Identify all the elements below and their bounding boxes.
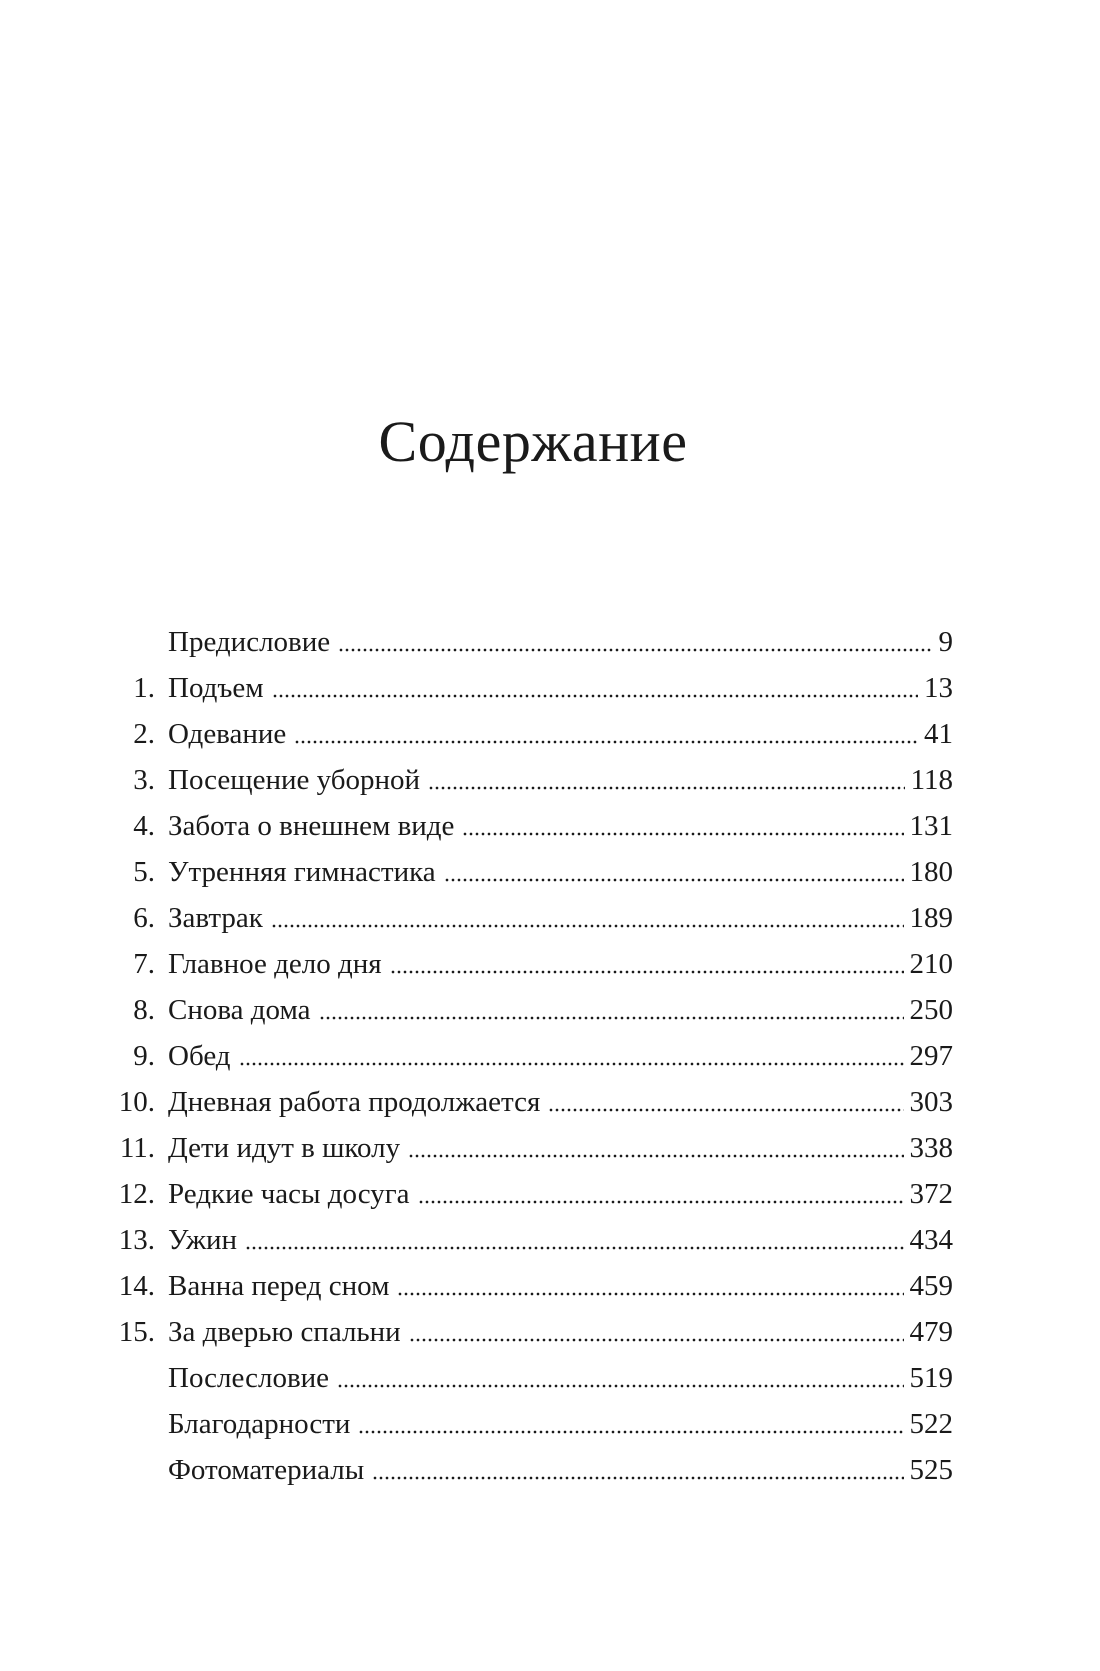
toc-entry xyxy=(113,1171,953,1217)
toc-entry-number: 8. xyxy=(133,994,155,1026)
toc-entry-number: 3. xyxy=(133,764,155,796)
toc-entry xyxy=(113,1125,953,1171)
book-page xyxy=(113,0,953,1493)
toc-entry xyxy=(113,665,953,711)
toc-dot-leader xyxy=(548,1079,903,1125)
toc-entry xyxy=(113,895,953,941)
toc-entry-title: Завтрак xyxy=(168,902,263,934)
toc-entry xyxy=(113,849,953,895)
toc-entry-page: 118 xyxy=(910,764,953,796)
toc-dot-leader xyxy=(245,1217,903,1263)
toc-entry-title: Снова дома xyxy=(168,994,311,1026)
toc-dot-leader xyxy=(390,941,904,987)
toc-dot-leader xyxy=(338,619,932,665)
toc-entry-number: 9. xyxy=(133,1040,155,1072)
toc-entry-number: 11. xyxy=(119,1132,155,1164)
toc-entry-title: Благодарности xyxy=(168,1408,351,1440)
toc-entry xyxy=(113,711,953,757)
toc-entry-title: Редкие часы досуга xyxy=(168,1178,410,1210)
toc-entry-title: Дневная работа продолжается xyxy=(168,1086,541,1118)
toc-dot-leader xyxy=(294,711,918,757)
toc-entry-page: 372 xyxy=(909,1178,953,1210)
toc-entry xyxy=(113,1079,953,1125)
toc-dot-leader xyxy=(272,665,918,711)
toc-dot-leader xyxy=(358,1401,903,1447)
toc-entry xyxy=(113,987,953,1033)
toc-entry-number: 14. xyxy=(118,1270,155,1302)
toc-entry-number: 12. xyxy=(118,1178,155,1210)
toc-entry-number: 5. xyxy=(133,856,155,888)
toc-entry-title: Главное дело дня xyxy=(168,948,382,980)
toc-entry-title: Ужин xyxy=(168,1224,238,1256)
toc-entry-page: 13 xyxy=(924,672,953,704)
toc-entry-title: Посещение уборной xyxy=(168,764,421,796)
page-title: Содержание xyxy=(378,409,688,474)
toc-entry-page: 459 xyxy=(909,1270,953,1302)
toc-dot-leader xyxy=(418,1171,904,1217)
toc-entry-title: Дети идут в школу xyxy=(168,1132,401,1164)
toc-entry-title: Обед xyxy=(168,1040,231,1072)
toc-entry-title: Послесловие xyxy=(168,1362,330,1394)
toc-dot-leader xyxy=(271,895,904,941)
toc-entry-number: 10. xyxy=(118,1086,155,1118)
toc-entry-page: 9 xyxy=(938,626,953,658)
toc-entry-page: 189 xyxy=(909,902,953,934)
toc-entry-page: 210 xyxy=(909,948,953,980)
table-of-contents xyxy=(113,619,953,1493)
toc-entry xyxy=(113,1401,953,1447)
toc-entry-page: 41 xyxy=(924,718,953,750)
toc-entry xyxy=(113,803,953,849)
toc-entry-title: Фотоматериалы xyxy=(168,1454,365,1486)
toc-dot-leader xyxy=(319,987,904,1033)
toc-entry-page: 525 xyxy=(909,1454,953,1486)
toc-entry-title: Утренняя гимнастика xyxy=(168,856,436,888)
toc-entry-page: 519 xyxy=(909,1362,953,1394)
toc-dot-leader xyxy=(408,1125,903,1171)
toc-entry-number: 13. xyxy=(118,1224,155,1256)
toc-entry-page: 180 xyxy=(909,856,953,888)
toc-entry-page: 338 xyxy=(909,1132,953,1164)
toc-entry-number: 4. xyxy=(133,810,155,842)
toc-entry-title: Забота о внешнем виде xyxy=(168,810,455,842)
toc-entry-number: 7. xyxy=(133,948,155,980)
toc-entry-number: 1. xyxy=(133,672,155,704)
toc-entry-title: Предисловие xyxy=(168,626,331,658)
toc-entry-title: Одевание xyxy=(168,718,287,750)
toc-entry-page: 131 xyxy=(909,810,953,842)
toc-entry xyxy=(113,1447,953,1493)
toc-entry-title: Подъем xyxy=(168,672,264,704)
toc-dot-leader xyxy=(409,1309,904,1355)
toc-entry xyxy=(113,1355,953,1401)
toc-entry xyxy=(113,1263,953,1309)
toc-dot-leader xyxy=(444,849,904,895)
toc-dot-leader xyxy=(428,757,905,803)
toc-entry xyxy=(113,619,953,665)
toc-dot-leader xyxy=(397,1263,903,1309)
toc-entry-number: 15. xyxy=(118,1316,155,1348)
toc-entry xyxy=(113,757,953,803)
toc-entry-page: 250 xyxy=(909,994,953,1026)
toc-entry-number: 2. xyxy=(133,718,155,750)
toc-entry xyxy=(113,1033,953,1079)
toc-entry xyxy=(113,1309,953,1355)
toc-entry-number: 6. xyxy=(133,902,155,934)
toc-dot-leader xyxy=(372,1447,903,1493)
toc-dot-leader xyxy=(239,1033,904,1079)
toc-entry xyxy=(113,1217,953,1263)
toc-dot-leader xyxy=(337,1355,903,1401)
toc-entry xyxy=(113,941,953,987)
toc-entry-page: 434 xyxy=(909,1224,953,1256)
toc-entry-page: 522 xyxy=(909,1408,953,1440)
toc-entry-page: 297 xyxy=(909,1040,953,1072)
toc-entry-title: Ванна перед сном xyxy=(168,1270,390,1302)
toc-entry-page: 303 xyxy=(909,1086,953,1118)
toc-dot-leader xyxy=(462,803,903,849)
toc-entry-title: За дверью спальни xyxy=(168,1316,401,1348)
toc-entry-page: 479 xyxy=(909,1316,953,1348)
